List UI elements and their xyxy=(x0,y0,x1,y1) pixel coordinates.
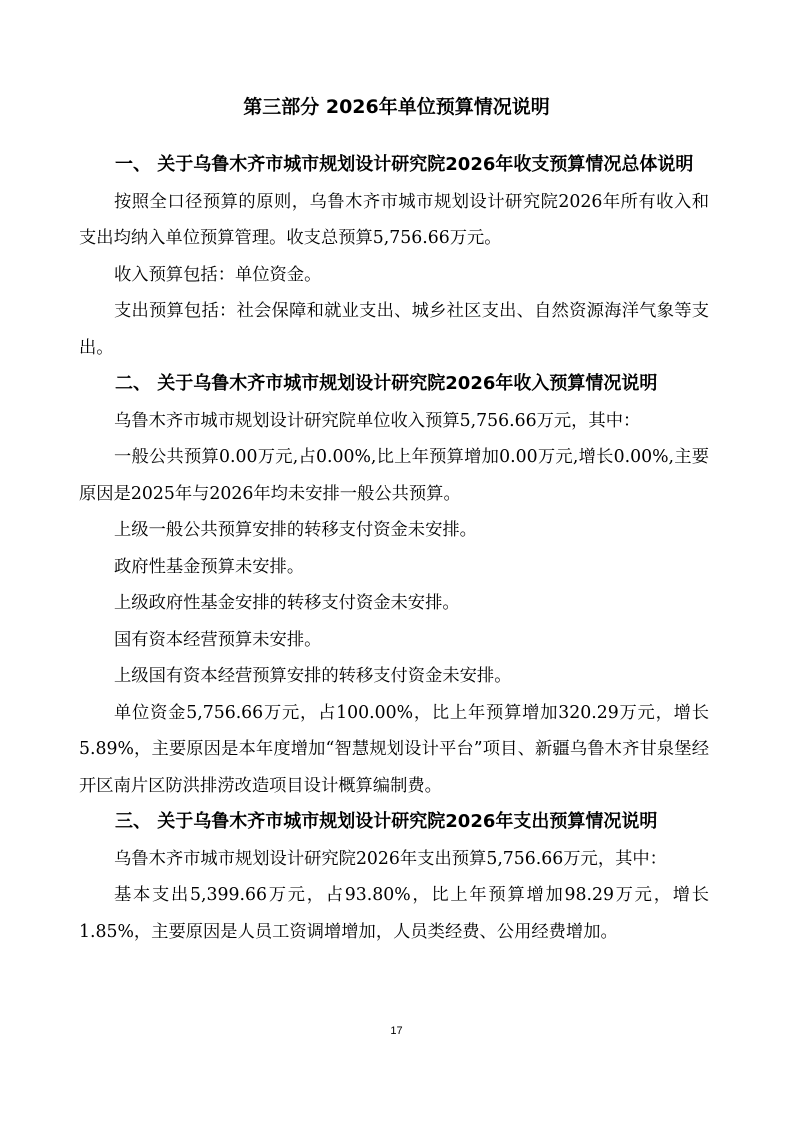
paragraph: 上级政府性基金安排的转移支付资金未安排。 xyxy=(114,593,460,613)
paragraph: 上级一般公共预算安排的转移支付资金未安排。 xyxy=(114,520,477,540)
page-number: 17 xyxy=(390,1025,403,1037)
section-heading-3: 三、 关于乌鲁木齐市城市规划设计研究院2026年支出预算情况说明 xyxy=(115,811,658,832)
paragraph: 乌鲁木齐市城市规划设计研究院单位收入预算5,756.66万元，其中： xyxy=(114,410,641,431)
paragraph: 按照全口径预算的原则，乌鲁木齐市城市规划设计研究院2026年所有收入和支出均纳入单位预算管理。收支总预算5,756.66万元。 xyxy=(79,191,709,248)
paragraph: 单位资金5,756.66万元，占100.00%，比上年预算增加320.29万元，增长5.89%，主要原因是本年度增加“智慧规划设计平台”项目、新疆乌鲁木齐甘泉堡经开区南片区防洪排涝改造项目设计概算编制费。 xyxy=(79,702,709,796)
paragraph: 基本支出5,399.66万元，占93.80%，比上年预算增加98.29万元，增长1.85%，主要原因是人员工资调增增加，人员类经费、公用经费增加。 xyxy=(79,885,709,942)
page-title: 第三部分 2026年单位预算情况说明 xyxy=(243,96,550,118)
section-heading-1: 一、 关于乌鲁木齐市城市规划设计研究院2026年收支预算情况总体说明 xyxy=(115,154,694,175)
paragraph: 支出预算包括：社会保障和就业支出、城乡社区支出、自然资源海洋气象等支出。 xyxy=(79,301,709,358)
paragraph: 上级国有资本经营预算安排的转移支付资金未安排。 xyxy=(114,666,512,686)
paragraph: 国有资本经营预算未安排。 xyxy=(114,629,322,650)
paragraph: 收入预算包括：单位资金。 xyxy=(114,264,322,285)
section-heading-2: 二、 关于乌鲁木齐市城市规划设计研究院2026年收入预算情况说明 xyxy=(115,373,658,394)
paragraph: 一般公共预算0.00万元,占0.00%,比上年预算增加0.00万元,增长0.00%,主要原因是2025年与2026年均未安排一般公共预算。 xyxy=(79,447,709,504)
document-body xyxy=(79,147,709,950)
paragraph: 政府性基金预算未安排。 xyxy=(114,556,305,577)
paragraph: 乌鲁木齐市城市规划设计研究院2026年支出预算5,756.66万元，其中： xyxy=(114,848,667,869)
